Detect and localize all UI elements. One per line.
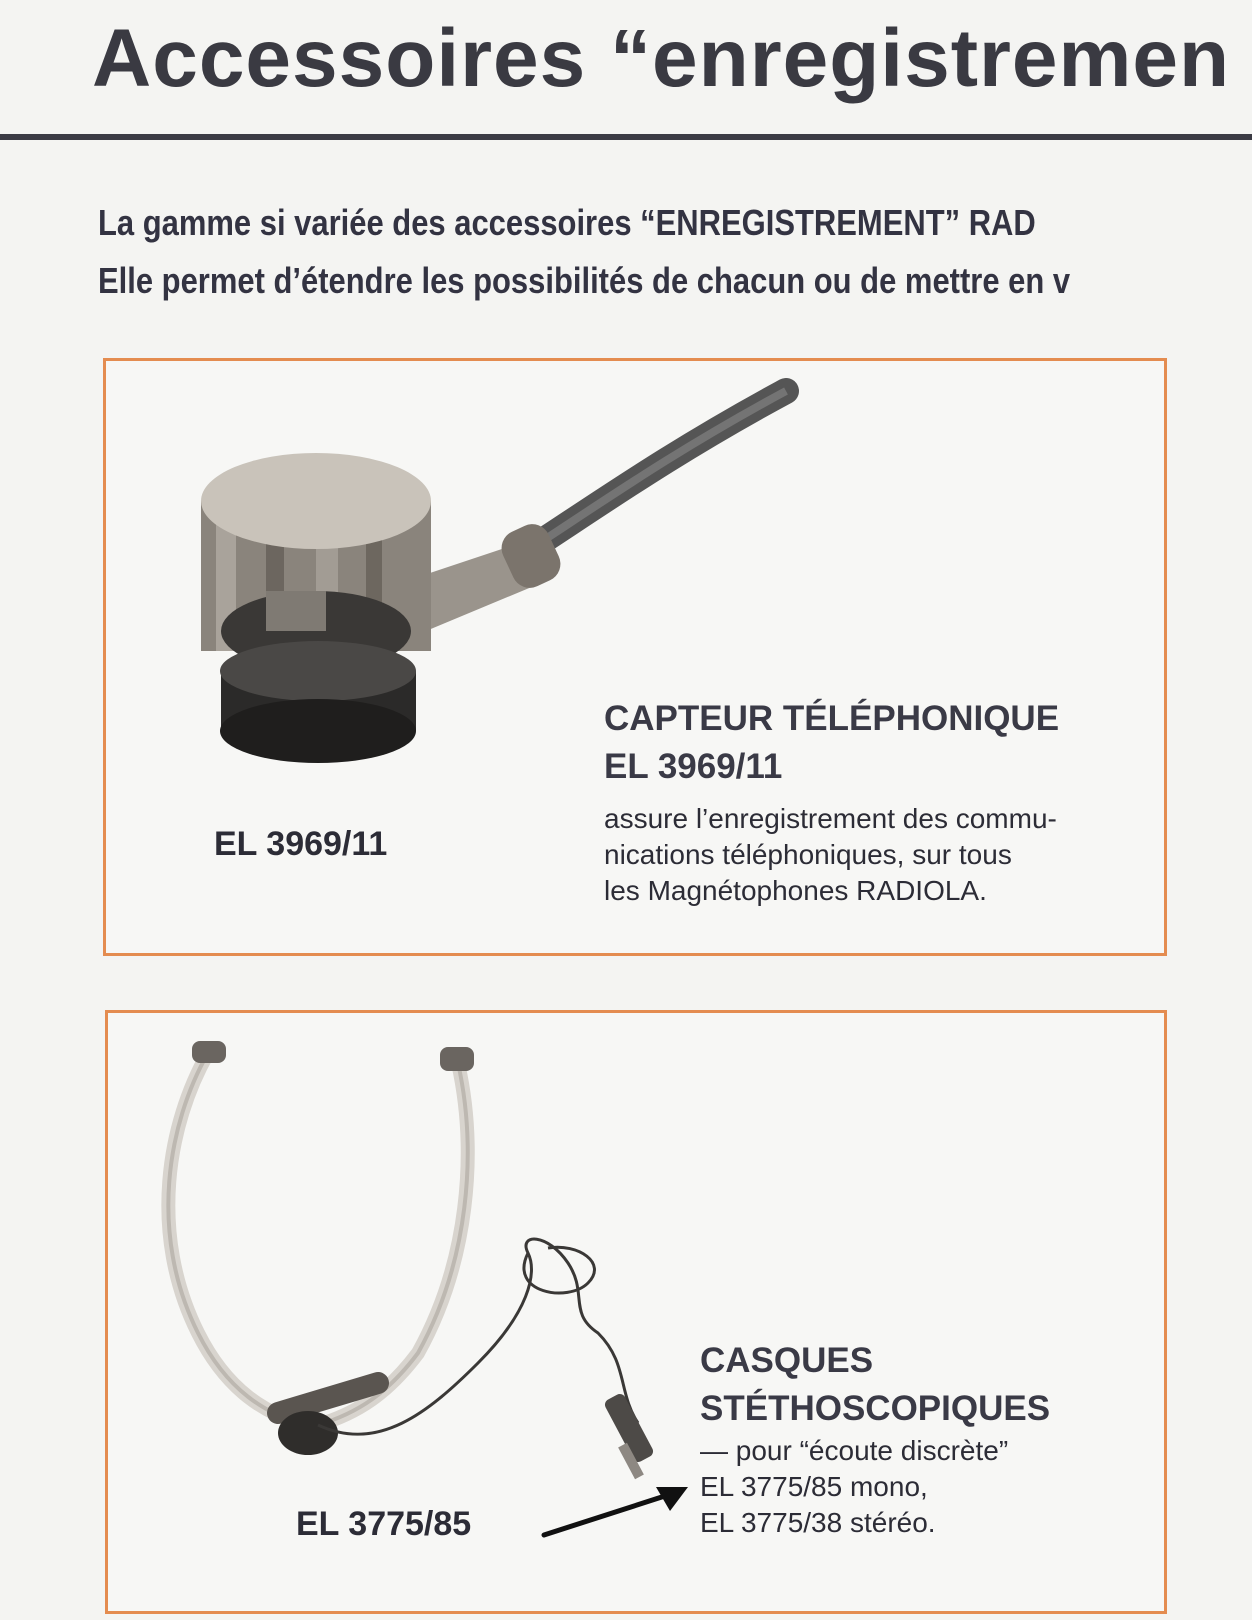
description-line-1: assure l’enregistrement des commu- [604, 803, 1057, 834]
arrow-icon [538, 1481, 698, 1541]
product-title-line-1: CAPTEUR TÉLÉPHONIQUE [604, 699, 1060, 738]
product-description [604, 801, 1094, 909]
page-title: Accessoires “enregistremen [92, 13, 1231, 104]
description-line-2: nications téléphoniques, sur tous [604, 839, 1012, 870]
header-rule [0, 134, 1252, 140]
product-title-line-2: STÉTHOSCOPIQUES [700, 1389, 1051, 1428]
product-title [700, 1337, 1050, 1433]
description-line-3: les Magnétophones RADIOLA. [604, 875, 987, 906]
product-code-label: EL 3969/11 [214, 825, 388, 863]
description-line-1: — pour “écoute discrète” [700, 1435, 1009, 1466]
intro-line-2: Elle permet d’étendre les possibilités de chacun ou de mettre en v [98, 260, 1071, 301]
description-line-2: EL 3775/85 mono, [700, 1471, 928, 1502]
product-code-label: EL 3775/85 [296, 1505, 472, 1543]
intro-line-1: La gamme si variée des accessoires “ENREGISTREMENT” RAD [98, 202, 1036, 243]
description-line-3: EL 3775/38 stéréo. [700, 1507, 936, 1538]
product-title-line-2: EL 3969/11 [604, 747, 783, 786]
stethoscopic-headphones-image [148, 1033, 668, 1473]
product-title [604, 695, 1059, 791]
product-title-line-1: CASQUES [700, 1341, 874, 1380]
product-description [700, 1433, 1120, 1541]
product-card-stethoscopic-headphones [105, 1010, 1167, 1614]
product-card-telephone-pickup [103, 358, 1167, 956]
